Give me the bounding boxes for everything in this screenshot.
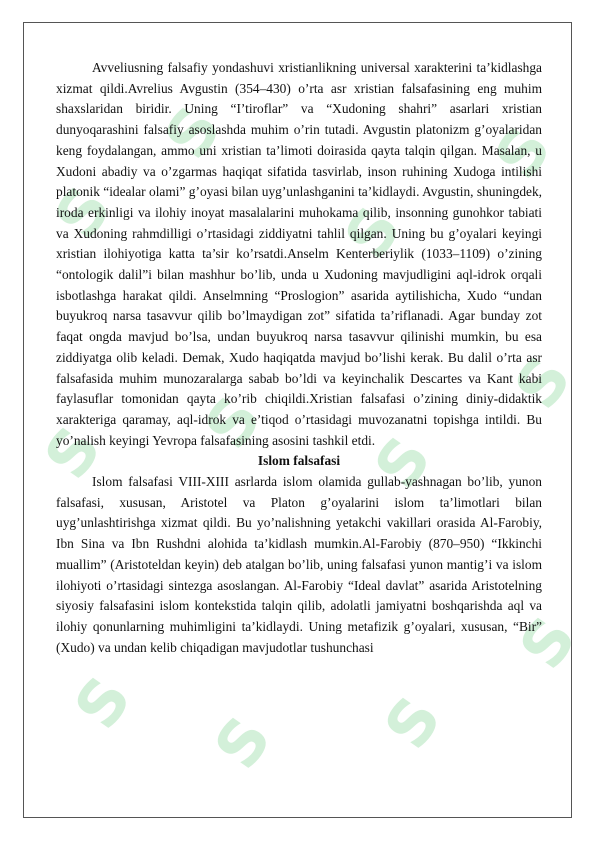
- watermark-glyph: S: [30, 410, 118, 492]
- watermark-glyph: S: [330, 190, 418, 272]
- watermark-glyph: S: [190, 380, 278, 462]
- watermark-glyph: S: [500, 340, 588, 422]
- watermark-glyph: S: [505, 600, 593, 682]
- section-heading: Islom falsafasi: [257, 453, 341, 469]
- watermark-glyph: S: [60, 660, 148, 742]
- watermark-glyph: S: [370, 680, 458, 762]
- watermark-glyph: S: [200, 700, 288, 782]
- watermark-glyph: S: [360, 420, 448, 502]
- body-paragraph: Islom falsafasi VIII-XIII asrlarda islom olamida gullab-yashnagan bo’lib, yunon falsafasi, xususan, Aristotel va Platon g’oyalarini islom ta’limotlari bilan uyg’unlashtirishga xizmat qildi. Bu yo’nalishning yetakchi vakillari orasida Al-Farobiy, Ibn Sina va Ibn Rushdni alohida ta’kidlash mumkin.Al-Farobiy (870–950) “Ikkinchi muallim” (Aristoteldan keyin) deb atalgan bo’lib, uning falsafasi yunon mantig’i va islom ilohiyoti o’rtasidagi sintezga asoslangan. Al-Farobiy “Ideal davlat” asarida Aristotelning siyosiy falsafasini islom kontekstida talqin qilib, adolatli jamiyatni boshqarishda aql va ilohiy qonunlarning muhimligini ta’kidlaydi. Uning metafizik g’oyalari, xususan, “Bir” (Xudo) va undan kelib chiqadigan mavjudotlar tushunchasi: [56, 474, 542, 655]
- watermark-glyph: S: [40, 170, 128, 252]
- watermark-glyph: S: [150, 90, 238, 172]
- body-paragraph: Avveliusning falsafiy yondashuvi xristianlikning universal xarakterini ta’kidlashga xizmat qildi.Avrelius Avgustin (354–430) o’rta asr xristian falsafasining eng muhim shaxslaridan biridir. Uning “I’tiroflar” va “Xudoning shahri” asarlari xristian dunyoqarashini falsafiy asoslashda muhim o’rin tutadi. Avgustin platonizm g’oyalaridan keng foydalangan, ammo uni xristian ta’limoti doirasida qayta talqin qilgan. Masalan, u Xudoni abadiy va o’zgarmas haqiqat sifatida tasvirlab, inson ruhining Xudoga intilishi platonik “idealar olami” g’oyasi bilan uyg’unlashganini ta’kidlaydi. Avgustin, shuningdek, iroda erkinligi va ilohiy inoyat masalalarini muhokama qilib, insonning gunohkor tabiati va Xudoning rahmdilligi o’rtasidagi ziddiyatni tahlil qilgan. Uning bu g’oyalari keyingi xristian ilohiyotiga katta ta’sir ko’rsatdi.Anselm Kenterberiylik (1033–1109) o’zining “ontologik dalil”i bilan mashhur bo’lib, unda u Xudoning mavjudligini aql-idrok orqali isbotlashga harakat qildi. Anselmning “Proslogion” asarida aytilishicha, Xudo “undan buyukroq narsa tasavvur qilib bo’lmaydigan zot” sifatida ta’riflanadi. Agar bunday zot faqat ongda mavjud bo’lsa, undan buyukroq narsa tasavvur qilinishi mumkin, bu esa ziddiyatga olib keladi. Demak, Xudo haqiqatda mavjud bo’lishi kerak. Bu dalil o’rta asr falsafasida muhim munozaralarga sabab bo’ldi va keyinchalik Descartes va Kant kabi faylasuflar tomonidan qayta ko’rib chiqildi.Xristian falsafasi o’zining diniy-didaktik xarakteriga qaramay, aql-idrok va e’tiqod o’rtasidagi muvozanatni topishga intildi. Bu yo’nalish keyingi Yevropa falsafasining asosini tashkil etdi.: [56, 60, 542, 448]
- document-body: [56, 58, 542, 658]
- watermark-glyph: S: [480, 110, 568, 192]
